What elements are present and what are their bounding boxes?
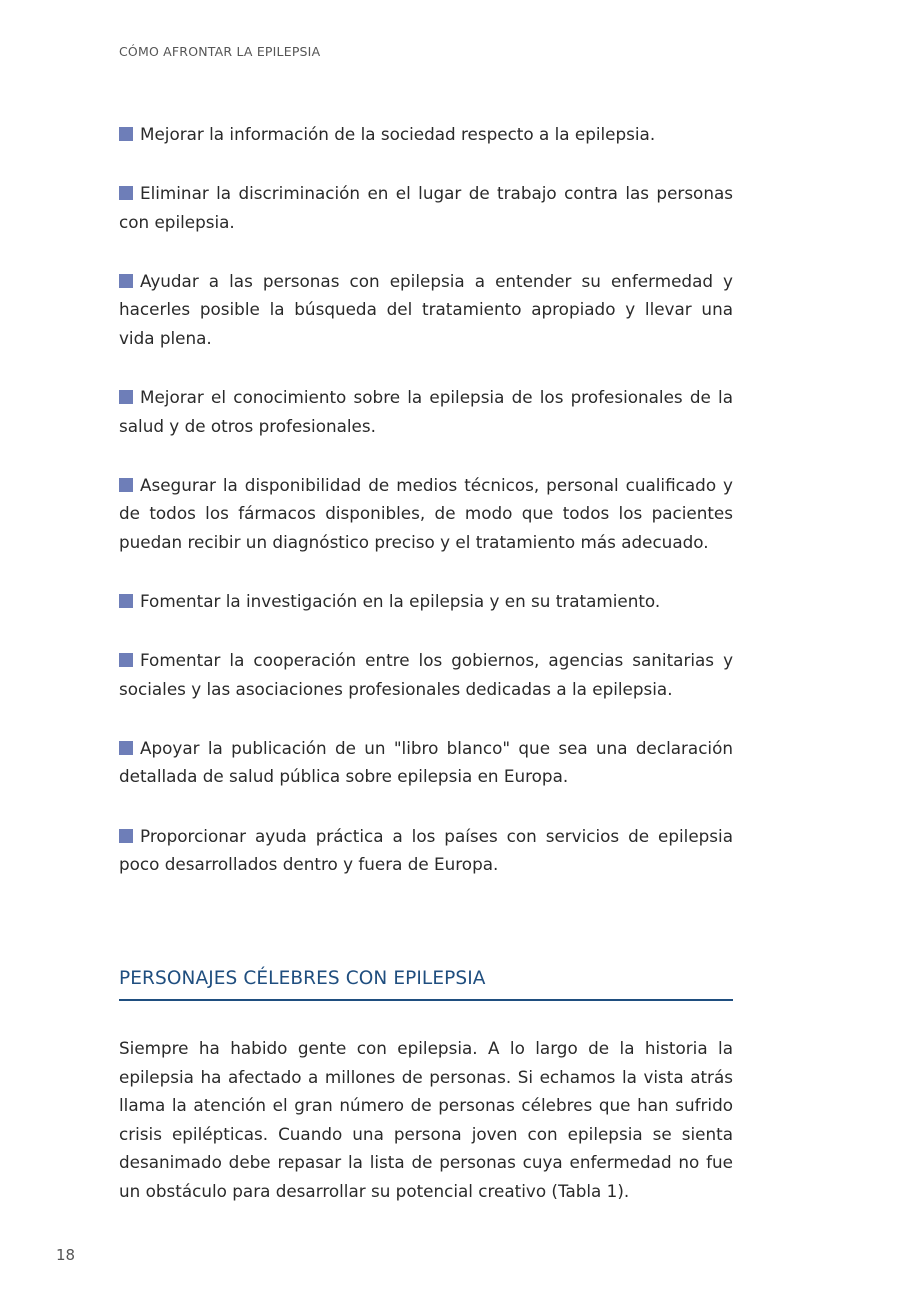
list-item-text: Eliminar la discriminación en el lugar de trabajo contra las personas con epilepsia. — [119, 183, 733, 232]
list-item — [119, 471, 733, 557]
bullet-square-icon — [119, 741, 133, 755]
list-item — [119, 734, 733, 791]
list-item-text: Fomentar la investigación en la epilepsia y en su tratamiento. — [140, 591, 661, 612]
bullet-square-icon — [119, 390, 133, 404]
list-item-text: Mejorar la información de la sociedad respecto a la epilepsia. — [140, 124, 656, 144]
section-heading: PERSONAJES CÉLEBRES CON EPILEPSIA — [119, 968, 733, 1001]
list-item — [119, 822, 733, 879]
list-item — [119, 383, 733, 440]
bullet-list — [119, 120, 733, 909]
running-header: CÓMO AFRONTAR LA EPILEPSIA — [119, 44, 321, 59]
page-number: 18 — [56, 1246, 76, 1264]
list-item-text: Ayudar a las personas con epilepsia a entender su enfermedad y hacerles posible la búsqueda del tratamiento apropiado y llevar una vida plena. — [119, 270, 733, 348]
list-item-text: Fomentar la cooperación entre los gobiernos, agencias sanitarias y sociales y las asociaciones profesionales dedicadas a la epilepsia. — [119, 650, 733, 699]
bullet-square-icon — [119, 594, 133, 608]
bullet-square-icon — [119, 127, 133, 141]
list-item — [119, 120, 733, 149]
list-item-text: Asegurar la disponibilidad de medios técnicos, personal cualificado y de todos los fármacos disponibles, de modo que todos los pacientes puedan recibir un diagnóstico preciso y el tratamiento más adecuado. — [119, 474, 733, 552]
list-item — [119, 587, 733, 616]
list-item — [119, 646, 733, 703]
list-item — [119, 267, 733, 353]
list-item — [119, 179, 733, 236]
bullet-square-icon — [119, 274, 133, 288]
list-item-text: Mejorar el conocimiento sobre la epilepsia de los profesionales de la salud y de otros profesionales. — [119, 387, 733, 436]
bullet-square-icon — [119, 186, 133, 200]
bullet-square-icon — [119, 829, 133, 843]
bullet-square-icon — [119, 478, 133, 492]
list-item-text: Proporcionar ayuda práctica a los países con servicios de epilepsia poco desarrollados dentro y fuera de Europa. — [119, 825, 733, 875]
list-item-text: Apoyar la publicación de un "libro blanco" que sea una declaración detallada de salud pública sobre epilepsia en Europa. — [119, 737, 733, 787]
body-paragraph: Siempre ha habido gente con epilepsia. A lo largo de la historia la epilepsia ha afectado a millones de personas. Si echamos la vista atrás llama la atención el gran número de personas célebres que han sufrido crisis epilépticas. Cuando una persona joven con epilepsia se sienta desanimado debe repasar la lista de personas cuya enfermedad no fue un obstáculo para desarrollar su potencial creativo (Tabla 1). — [119, 1038, 733, 1201]
bullet-square-icon — [119, 653, 133, 667]
